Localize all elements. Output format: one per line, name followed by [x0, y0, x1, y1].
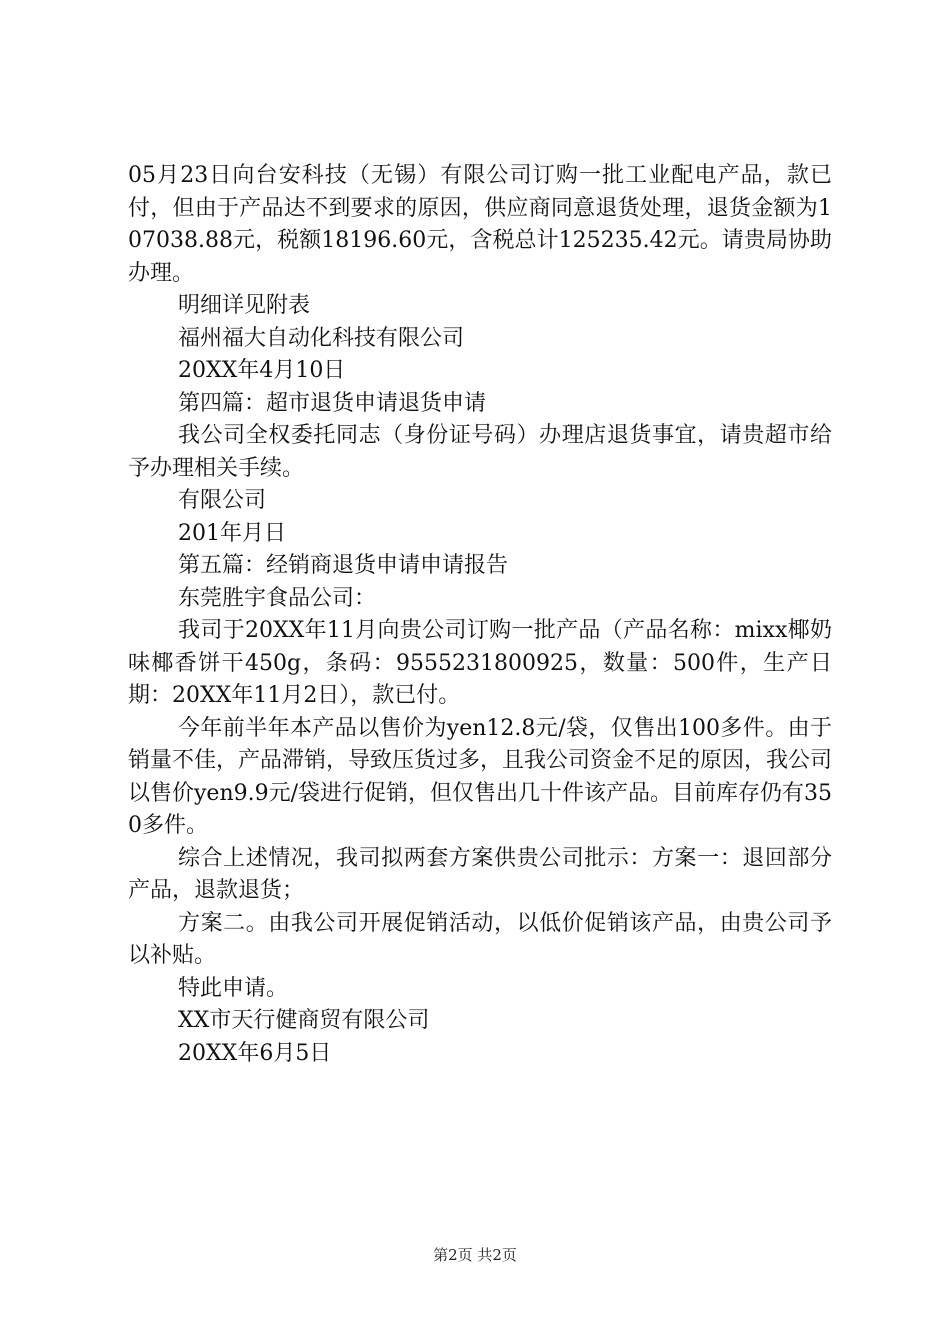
- paragraph-authorization: 我公司全权委托同志（身份证号码）办理店退货事宜，请贵超市给予办理相关手续。: [128, 423, 832, 481]
- paragraph-request-closing: 特此申请。: [178, 975, 289, 1001]
- paragraph-date-2: 201年月日: [178, 520, 286, 546]
- section-title-5: 第五篇：经销商退货申请申请报告: [178, 553, 509, 578]
- paragraph-sales-situation: 今年前半年本产品以售价为yen12.8元/袋，仅售出100多件。由于销量不佳，产品滞销，导致压货过多，且我公司资金不足的原因，我公司以售价yen9.9元/袋进行促销，但仅售出几十件该产品。目前库存仍有350多件。: [128, 715, 833, 838]
- section-title-4: 第四篇：超市退货申请退货申请: [178, 390, 487, 416]
- document-body: [128, 160, 832, 1070]
- paragraph-company-signature-1: 福州福大自动化科技有限公司: [178, 325, 465, 351]
- paragraph-date-3: 20XX年6月5日: [178, 1040, 332, 1066]
- paragraph-refund-details: 05月23日向台安科技（无锡）有限公司订购一批工业配电产品，款已付，但由于产品达不到要求的原因，供应商同意退货处理，退货金额为107038.88元，税额18196.60元，含税总计125235.42元。请贵局协助办理。: [128, 163, 832, 286]
- paragraph-plan-one: 综合上述情况，我司拟两套方案供贵公司批示：方案一：退回部分产品，退款退货；: [128, 845, 832, 903]
- page-number-footer: 第2页 共2页: [433, 1246, 517, 1264]
- paragraph-addressee: 东莞胜宇食品公司：: [178, 585, 377, 611]
- paragraph-date-1: 20XX年4月10日: [178, 358, 346, 383]
- paragraph-company-signature-2: 有限公司: [178, 488, 267, 513]
- paragraph-order-details: 我司于20XX年11月向贵公司订购一批产品（产品名称：mixx椰奶味椰香饼干450g，条码：9555231800925，数量：500件，生产日期：20XX年11月2日），款已付。: [128, 618, 832, 708]
- paragraph-plan-two: 方案二。由我公司开展促销活动，以低价促销该产品，由贵公司予以补贴。: [128, 910, 832, 968]
- paragraph-attachment-note: 明细详见附表: [178, 293, 311, 318]
- paragraph-company-signature-3: XX市天行健商贸有限公司: [178, 1008, 430, 1033]
